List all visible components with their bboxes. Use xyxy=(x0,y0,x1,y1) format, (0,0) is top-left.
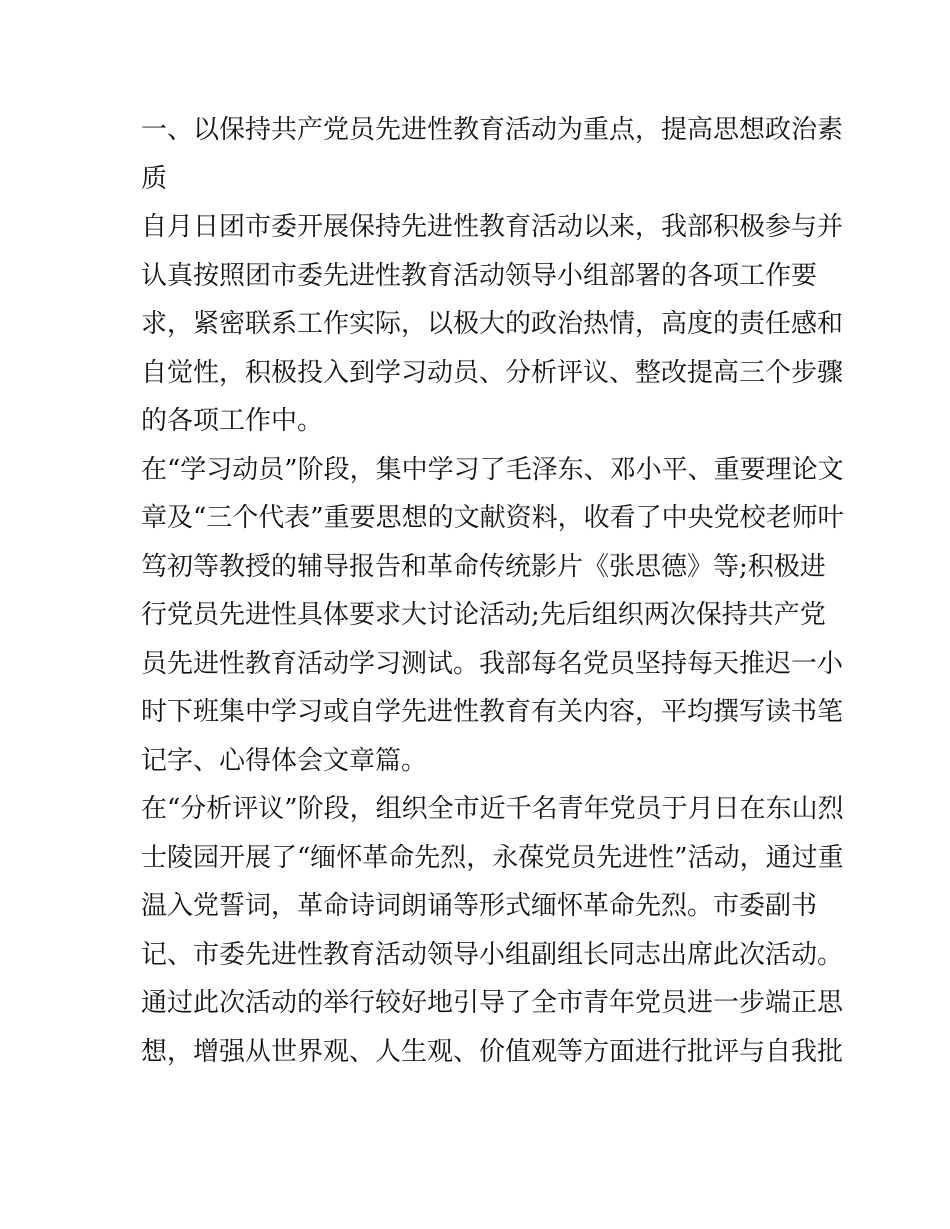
section-heading xyxy=(141,106,844,203)
paragraph-line: 笃初等教授的辅导报告和革命传统影片《张思德》等;积极进 xyxy=(141,551,826,582)
paragraph-line: 自月日团市委开展保持先进性教育活动以来，我部积极参与并 xyxy=(141,212,844,242)
paragraph-line: 的各项工作中。 xyxy=(141,406,324,436)
paragraph-line: 想，增强从世界观、人生观、价值观等方面进行批评与自我批 xyxy=(141,1036,844,1067)
paragraph-line: 士陵园开展了“缅怀革命先烈，永葆党员先进性”活动，通过重 xyxy=(141,842,844,873)
paragraph-line: 温入党誓词，革命诗词朗诵等形式缅怀革命先烈。市委副书 xyxy=(141,891,818,921)
paragraph-line: 章及“三个代表”重要思想的文献资料，收看了中央党校老师叶 xyxy=(141,503,844,533)
paragraph-line: 在“分析评议”阶段，组织全市近千名青年党员于月日在东山烈 xyxy=(141,794,844,824)
paragraph-line: 记字、心得体会文章篇。 xyxy=(141,745,428,776)
paragraph-3 xyxy=(141,785,844,1076)
heading-line: 质 xyxy=(141,163,168,194)
paragraph-line: 行党员先进性具体要求大讨论活动;先后组织两次保持共产党 xyxy=(141,600,826,630)
paragraph-2 xyxy=(141,446,844,786)
paragraph-line: 通过此次活动的举行较好地引导了全市青年党员进一步端正思 xyxy=(141,988,844,1018)
paragraph-1 xyxy=(141,203,844,446)
paragraph-line: 时下班集中学习或自学先进性教育有关内容，平均撰写读书笔 xyxy=(141,697,844,727)
paragraph-line: 认真按照团市委先进性教育活动领导小组部署的各项工作要 xyxy=(141,260,818,291)
heading-line: 一、以保持共产党员先进性教育活动为重点，提高思想政治素 xyxy=(141,115,844,145)
document-body xyxy=(141,106,844,1076)
paragraph-line: 员先进性教育活动学习测试。我部每名党员坚持每天推迟一小 xyxy=(141,648,844,679)
paragraph-line: 记、市委先进性教育活动领导小组副组长同志出席此次活动。 xyxy=(141,939,844,970)
paragraph-line: 在“学习动员”阶段，集中学习了毛泽东、邓小平、重要理论文 xyxy=(141,454,844,485)
paragraph-line: 自觉性，积极投入到学习动员、分析评议、整改提高三个步骤 xyxy=(141,357,844,388)
paragraph-line: 求，紧密联系工作实际，以极大的政治热情，高度的责任感和 xyxy=(141,309,844,339)
